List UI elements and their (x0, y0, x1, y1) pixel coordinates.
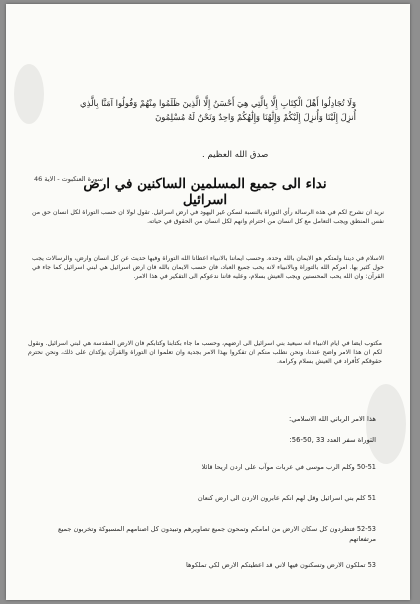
item-number: 51 (367, 494, 376, 502)
quran-verse (36, 96, 356, 124)
quran-line-1: وَلَا تُجَادِلُوا أَهْلَ الْكِتَابِ إِلَّا بِالَّتِي هِيَ أَحْسَنُ إِلَّا الَّذِينَ ظَلَمُوا مِنْهُمْ وَقُولُوا آمَنَّا بِالَّذِي (80, 98, 356, 108)
item-text: وكلم الرب موسى في عربات موآب على اردن اريحا قائلا (201, 463, 355, 471)
list-subheading: التوراة سفر العدد 33 ,50-56: (289, 436, 376, 444)
list-item (36, 525, 376, 544)
list-heading: هذا الامر الرباني الله الاسلامي: (288, 415, 376, 423)
sadaq-allah: صدق الله العظيم . (202, 150, 269, 160)
verse-reference: سورة العنكبوت - الاية 46 (34, 175, 103, 183)
list-item (46, 561, 376, 571)
item-number: 50-51 (356, 463, 376, 471)
list-item (50, 494, 376, 504)
paragraph-3: مكتوب ايضا في ايام الانبياء انه سيعيد بني اسرائيل الى ارضهم، وحسب ما جاء بكتابنا وكتابكم فان الارض المقدسة هي لبني اسرائيل. ونقول لكم ان هذا الامر واضح عندنا، ونحن نطلب منكم ان تفكروا بهذا الامر بجدية وان تعلموا ان التوراة والقرآن يؤكدان على ذلك، ونحن نحترم حقوقكم كأفراد في العيش بسلام وكرامة. (28, 340, 382, 366)
paragraph-1: نريد ان نشرح لكم في هذه الرسالة رأي التوراة بالنسبة لسكن غير اليهود في ارض اسرائيل. تقول لولا ان حسب التوراة لكل انسان حق من نفس المنطق ويجب التعامل مع كل انسان من احترام وانهم لكل انسان من الحقوق في حياته. (32, 209, 384, 226)
item-number: 53 (367, 561, 376, 569)
quran-line-2: أُنزِلَ إِلَيْنَا وَأُنزِلَ إِلَيْكُمْ وَإِلَٰهُنَا وَإِلَٰهُكُمْ وَاحِدٌ وَنَحْنُ لَهُ مُسْلِمُونَ (155, 112, 356, 122)
document-page (6, 4, 410, 600)
document-title: نداء الى جميع المسلمين الساكنين في ارض اسرائيل (83, 176, 327, 208)
paragraph-2: الاسلام في ديننا ولمتكم هو الايمان بالله وحده. وحسب ايماننا بالانبياء اعطانا الله التوراة وفيها حديث عن كل انسان وارض، والرسالات يجب حول كثير بها. امركم الله بالتوراة وبالانبياء لانه يحب جميع العباد، فان حسب الايمان بالله فان ارض اسرائيل هي لبني اسرائيل كما جاء في القرآن: وان الله يحب المحسنين ويجب العيش بسلام، وعليه فاننا ندعوكم الى التفكير في هذا الامر. (32, 255, 384, 281)
list-item (46, 463, 376, 473)
item-text: كلم بني اسرائيل وقل لهم انكم عابرون الاردن الى ارض كنعان (197, 494, 366, 502)
scan-smudge (366, 384, 406, 464)
item-number: 52-53 (356, 525, 376, 533)
item-text: فتطردون كل سكان الارض من امامكم وتمحون جميع تصاويرهم وتبيدون كل اصنامهم المسبوكة وتخربون جميع مرتفعاتهم (58, 525, 376, 543)
item-text: تملكون الارض وتسكنون فيها لاني قد اعطيتكم الارض لكي تملكوها (186, 561, 366, 569)
